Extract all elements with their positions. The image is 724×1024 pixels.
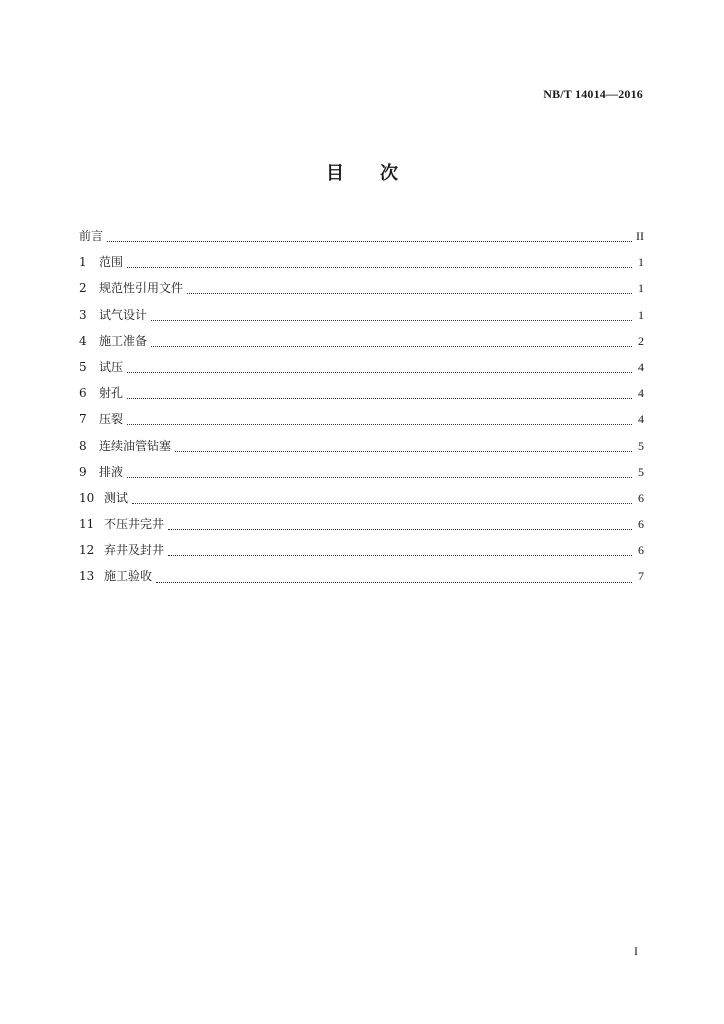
dot-leader [168, 554, 632, 556]
dot-leader [168, 528, 632, 530]
toc-entry-label: 规范性引用文件 [99, 281, 184, 296]
dot-leader [175, 450, 632, 452]
toc-entry-page: 4 [638, 386, 644, 401]
table-of-contents [79, 226, 644, 593]
toc-entry-label: 前言 [79, 229, 104, 243]
dot-leader [127, 397, 632, 399]
toc-entry-number: 7 [79, 412, 87, 427]
toc-entry-2[interactable] [79, 278, 644, 304]
toc-entry-number: 8 [79, 438, 87, 453]
toc-entry-number: 4 [79, 333, 87, 348]
toc-entry-page: II [636, 229, 644, 243]
toc-entry-12[interactable] [79, 540, 644, 566]
title-char-1: 目 [326, 163, 344, 184]
toc-entry-label: 试气设计 [99, 307, 148, 322]
toc-entry-page: 2 [638, 333, 644, 348]
toc-entry-page: 4 [638, 359, 644, 374]
dot-leader [156, 581, 632, 583]
toc-entry-page: 7 [638, 569, 644, 584]
toc-entry-label: 连续油管钻塞 [99, 438, 172, 453]
dot-leader [127, 266, 632, 268]
toc-entry-page: 6 [638, 543, 644, 558]
toc-entry-label: 射孔 [99, 386, 124, 401]
toc-entry-label: 压裂 [99, 412, 124, 427]
dot-leader [151, 319, 632, 321]
page-number: I [634, 944, 638, 958]
toc-entry-foreword[interactable] [79, 226, 644, 252]
toc-entry-number: 5 [79, 359, 87, 374]
dot-leader [187, 292, 632, 294]
toc-entry-label: 测试 [104, 490, 129, 505]
toc-entry-number: 1 [79, 255, 87, 270]
toc-entry-label: 范围 [99, 255, 124, 270]
toc-entry-11[interactable] [79, 514, 644, 540]
toc-entry-3[interactable] [79, 305, 644, 331]
toc-entry-label: 弃井及封井 [104, 543, 165, 558]
toc-entry-label: 排液 [99, 464, 124, 479]
toc-entry-label: 施工验收 [104, 569, 153, 584]
toc-entry-6[interactable] [79, 383, 644, 409]
title-char-2: 次 [380, 163, 398, 184]
toc-entry-number: 3 [79, 307, 87, 322]
toc-entry-page: 5 [638, 438, 644, 453]
toc-entry-number: 2 [79, 281, 87, 296]
toc-entry-number: 13 [79, 569, 95, 584]
toc-entry-label: 试压 [99, 359, 124, 374]
toc-entry-1[interactable] [79, 252, 644, 278]
page-title [0, 159, 724, 185]
toc-entry-number: 10 [79, 490, 95, 505]
dot-leader [107, 240, 632, 242]
toc-entry-7[interactable] [79, 409, 644, 435]
toc-entry-page: 1 [638, 255, 644, 270]
toc-entry-number: 12 [79, 543, 95, 558]
toc-entry-number: 9 [79, 464, 87, 479]
dot-leader [151, 345, 632, 347]
toc-entry-page: 6 [638, 517, 644, 532]
toc-entry-page: 1 [638, 307, 644, 322]
standard-code: NB/T 14014—2016 [543, 87, 643, 101]
toc-entry-8[interactable] [79, 436, 644, 462]
dot-leader [127, 476, 632, 478]
dot-leader [127, 423, 632, 425]
toc-entry-page: 1 [638, 281, 644, 296]
dot-leader [132, 502, 632, 504]
toc-entry-number: 11 [79, 517, 95, 532]
toc-entry-9[interactable] [79, 462, 644, 488]
toc-entry-4[interactable] [79, 331, 644, 357]
toc-entry-page: 5 [638, 464, 644, 479]
toc-entry-5[interactable] [79, 357, 644, 383]
toc-entry-label: 不压井完井 [104, 517, 165, 532]
toc-entry-page: 4 [638, 412, 644, 427]
toc-entry-label: 施工准备 [99, 333, 148, 348]
dot-leader [127, 371, 632, 373]
toc-entry-page: 6 [638, 490, 644, 505]
toc-entry-10[interactable] [79, 488, 644, 514]
toc-entry-13[interactable] [79, 566, 644, 592]
toc-entry-number: 6 [79, 386, 87, 401]
